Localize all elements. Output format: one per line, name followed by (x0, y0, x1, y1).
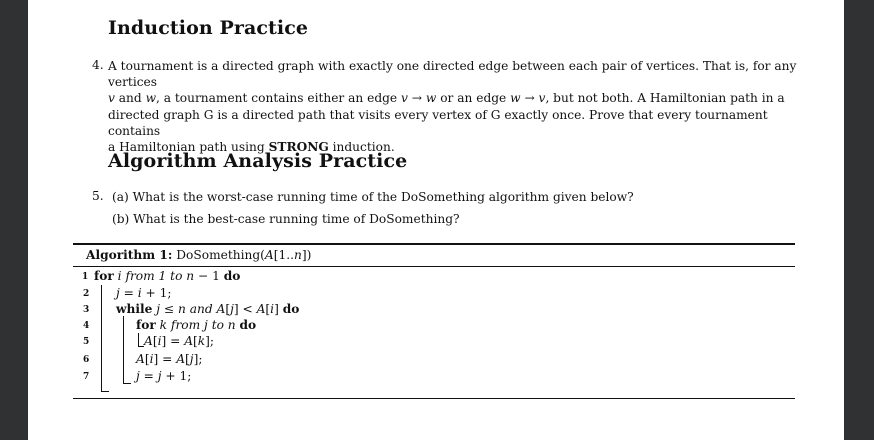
document-page (28, 0, 844, 440)
algorithm-line-number: 6 (83, 355, 90, 365)
problem-5-number: 5. (92, 189, 104, 203)
algorithm-line-2: j = i + 1; (116, 286, 172, 300)
while-block-foot (123, 383, 131, 384)
section-title-algorithm: Algorithm Analysis Practice (108, 150, 408, 172)
algorithm-line-4: for k from j to n do (136, 318, 257, 332)
problem-4-number: 4. (92, 58, 104, 72)
algorithm-line-1: for i from 1 to n − 1 do (94, 269, 241, 283)
algorithm-caption (86, 248, 311, 262)
problem-4-line: v and w, a tournament contains either an edge v → w or an edge w → v, but not both. A Hamiltonian path in a (108, 91, 785, 106)
inner-for-block-bar (138, 333, 139, 347)
algorithm-top-rule (73, 243, 795, 245)
algorithm-line-number: 3 (83, 305, 90, 315)
algorithm-line-number: 2 (83, 289, 90, 299)
problem-4-text (108, 58, 798, 155)
problem-5-part-a: (a) What is the worst-case running time of the DoSomething algorithm given below? (112, 190, 634, 204)
algorithm-line-number: 5 (83, 337, 90, 347)
problem-4-line: a Hamiltonian path using STRONG induction. (108, 140, 395, 155)
problem-5-part-b: (b) What is the best-case running time of DoSomething? (112, 212, 460, 226)
while-block-bar (123, 316, 124, 384)
algorithm-line-number: 1 (82, 272, 89, 282)
section-title-induction: Induction Practice (108, 17, 309, 39)
algorithm-line-5: A[i] = A[k]; (144, 334, 215, 348)
inner-for-block-foot (138, 346, 144, 347)
for-block-bar (101, 285, 102, 392)
problem-4-line: directed graph G is a directed path that visits every vertex of G exactly once. Prove that every tournament contains (108, 107, 768, 138)
algorithm-bottom-rule (73, 398, 795, 399)
algorithm-line-6: A[i] = A[j]; (136, 352, 203, 366)
algorithm-line-number: 4 (83, 321, 90, 331)
algorithm-caption-rule (73, 266, 795, 267)
algorithm-line-3: while j ≤ n and A[j] < A[i] do (116, 302, 300, 316)
algorithm-caption-name: DoSomething(A[1..n]) (176, 248, 312, 262)
for-block-foot (101, 391, 109, 392)
algorithm-line-7: j = j + 1; (136, 369, 192, 383)
algorithm-line-number: 7 (83, 372, 90, 382)
algorithm-caption-label: Algorithm 1: (86, 248, 173, 262)
problem-4-line: A tournament is a directed graph with exactly one directed edge between each pair of vertices. That is, for any vertices (108, 59, 797, 90)
